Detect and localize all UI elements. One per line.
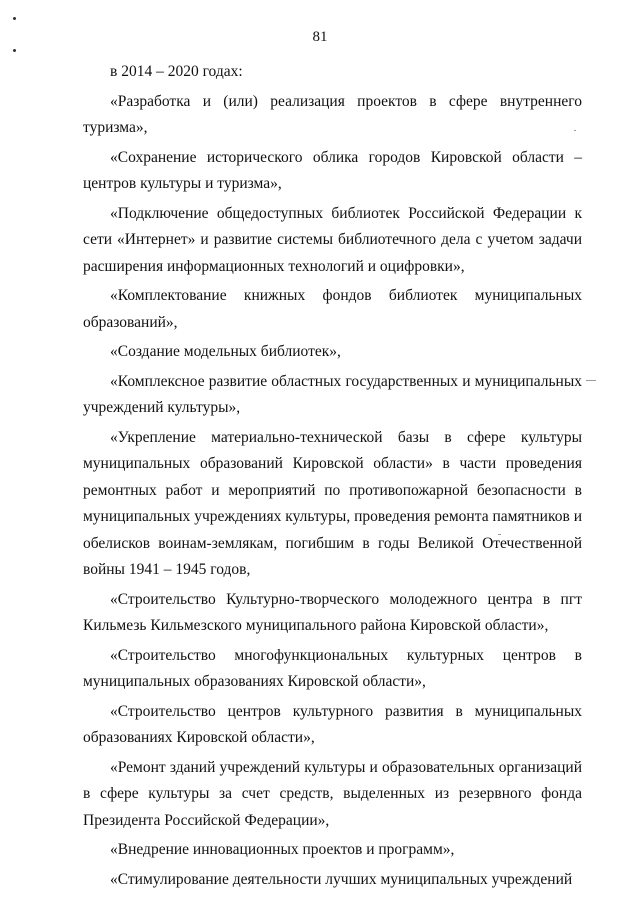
list-item: «Внедрение инновационных проектов и программ», [110, 841, 455, 858]
list-item: «Ремонт зданий учреждений культуры и образовательных организаций в сфере культуры за счет средств, выделенных из резервного фонда Президента Российской Федерации», [83, 758, 582, 829]
scan-dot-top [13, 17, 16, 20]
list-item: «Подключение общедоступных библиотек Российской Федерации к сети «Интернет» и развитие системы библиотечного дела с учетом задачи расширения информационных технологий и оцифровки», [83, 204, 582, 275]
scan-dot-bottom [13, 49, 16, 52]
scan-speck [586, 380, 596, 381]
list-item: «Сохранение исторического облика городов Кировской области – центров культуры и туризма», [83, 148, 582, 192]
list-item: «Строительство центров культурного развития в муниципальных образованиях Кировской области», [83, 702, 582, 746]
page-number: 81 [312, 29, 328, 45]
list-item: «Комплектование книжных фондов библиотек муниципальных образований», [83, 287, 582, 331]
list-intro: в 2014 – 2020 годах: [110, 63, 243, 80]
list-item: «Комплексное развитие областных государственных и муниципальных учреждений культуры», [83, 372, 582, 416]
list-item: «Укрепление материально-технической базы в сфере культуры муниципальных образований Кировской области» в части проведения ремонтных работ и мероприятий по противопожарной безопасности в муниципальных учреждениях культуры, проведения ремонта памятников и обелисков воинам-землякам, погибшим в годы Великой Отечественной войны 1941 – 1945 годов, [83, 428, 582, 578]
list-item: «Создание модельных библиотек», [110, 343, 341, 360]
list-item: «Строительство многофункциональных культурных центров в муниципальных образованиях Кировской области», [83, 646, 582, 690]
list-item: «Стимулирование деятельности лучших муниципальных учреждений [110, 870, 573, 888]
list-item: «Разработка и (или) реализация проектов в сфере внутреннего туризма», [83, 92, 582, 136]
list-item: «Строительство Культурно-творческого молодежного центра в пгт Кильмезь Кильмезского муниципального района Кировской области», [83, 590, 582, 634]
body-text [83, 59, 582, 893]
